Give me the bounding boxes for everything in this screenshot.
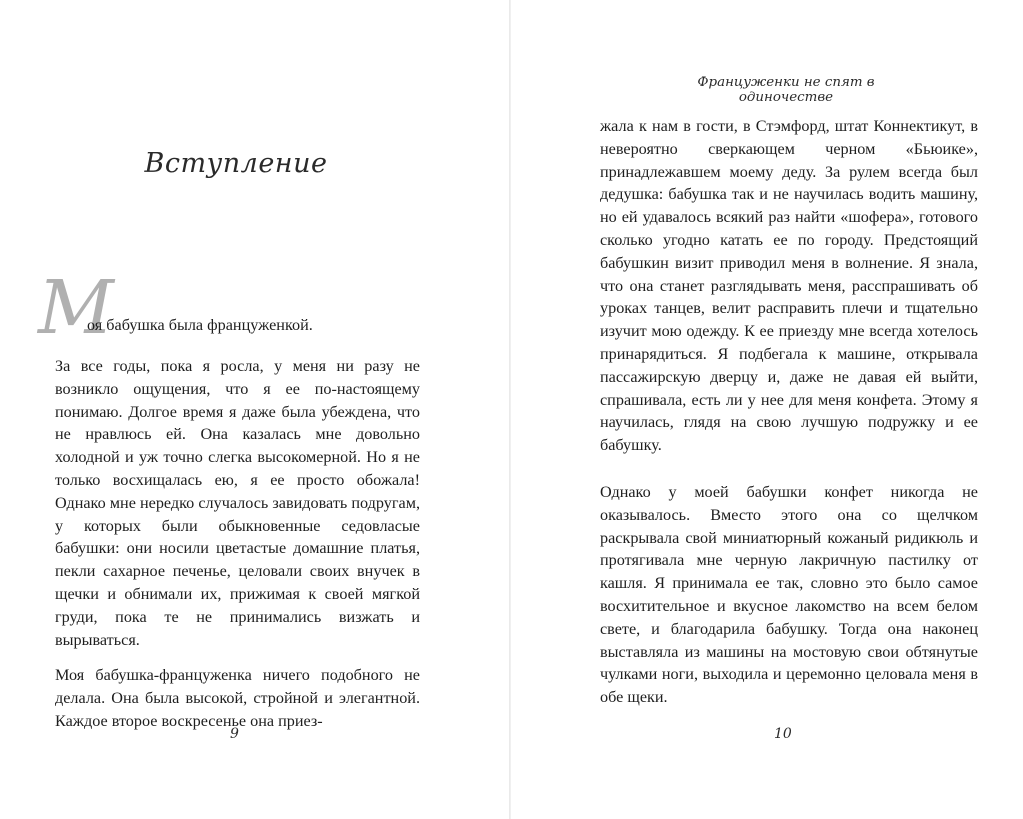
page-number: 9 [230, 726, 239, 742]
chapter-title: Вступление [144, 148, 328, 179]
paragraph: Моя бабушка-француженка ничего подобного не делала. Она была высокой, стройной и элегантной. Каждое второе воскресенье она приез- [55, 666, 420, 730]
left-page [0, 0, 509, 819]
right-page [511, 0, 1023, 819]
running-head: Француженки не спят в одиночестве [697, 75, 875, 105]
drop-cap: М [38, 265, 114, 351]
paragraph: жала к нам в гости, в Стэмфорд, штат Коннектикут, в невероятно сверкающем черном «Бьюике», принадлежавшем моему деду. За рулем всегда был дедушка: бабушка так и не научилась водить машину, но ей удавалось всякий раз найти «шофера», готового сколько угодно катать ее по городу. Предстоящий бабушкин визит приводил меня в волнение. Я знала, что она станет разглядывать меня, расспрашивать об уроках танцев, велит расправить плечи и тщательно изучит мою одежду. К ее приезду мне всегда хотелось принарядиться. Я подбегала к машине, открывала пассажирскую дверцу и, даже не давая ей выйти, спрашивала, есть ли у нее для меня конфета. Этому я научилась, глядя на свою лучшую подружку и ее бабушку. [600, 117, 978, 455]
left-page-text [38, 265, 420, 733]
right-page-text [600, 115, 978, 709]
opening-line-text: оя бабушка была француженкой. [87, 316, 313, 334]
paragraph: Однако у моей бабушки конфет никогда не оказывалось. Вместо этого она со щелчком раскрывала свой миниатюрный кожаный ридикюль и протягивала мне черную лакричную пастилку от кашля. Я принимала ее так, словно это было самое восхитительное и вкусное лакомство на всем белом свете, и благодарила бабушку. Тогда она наконец выставляла из машины на мостовую свои обтянутые чулками ноги, выходила и церемонно целовала меня в обе щеки. [600, 482, 978, 707]
paragraph: За все годы, пока я росла, у меня ни разу не возникло ощущения, что я ее по-настоящему понимаю. Долгое время я даже была убеждена, что не нравлюсь ей. Она казалась мне довольно холодной и уж точно слегка высокомерной. Но я не только восхищалась ею, я ее просто обожала! Однако мне нередко случалось завидовать подругам, у которых были обыкновенные седовласые бабушки: они носили цветастые домашние платья, пекли сахарное печенье, целовали своих внучек в щечки и обнимали их, прижимая к своей мягкой груди, пока те не принимались визжать и вырываться. [55, 357, 420, 649]
opening-line [38, 265, 420, 351]
page-number: 10 [774, 726, 792, 742]
